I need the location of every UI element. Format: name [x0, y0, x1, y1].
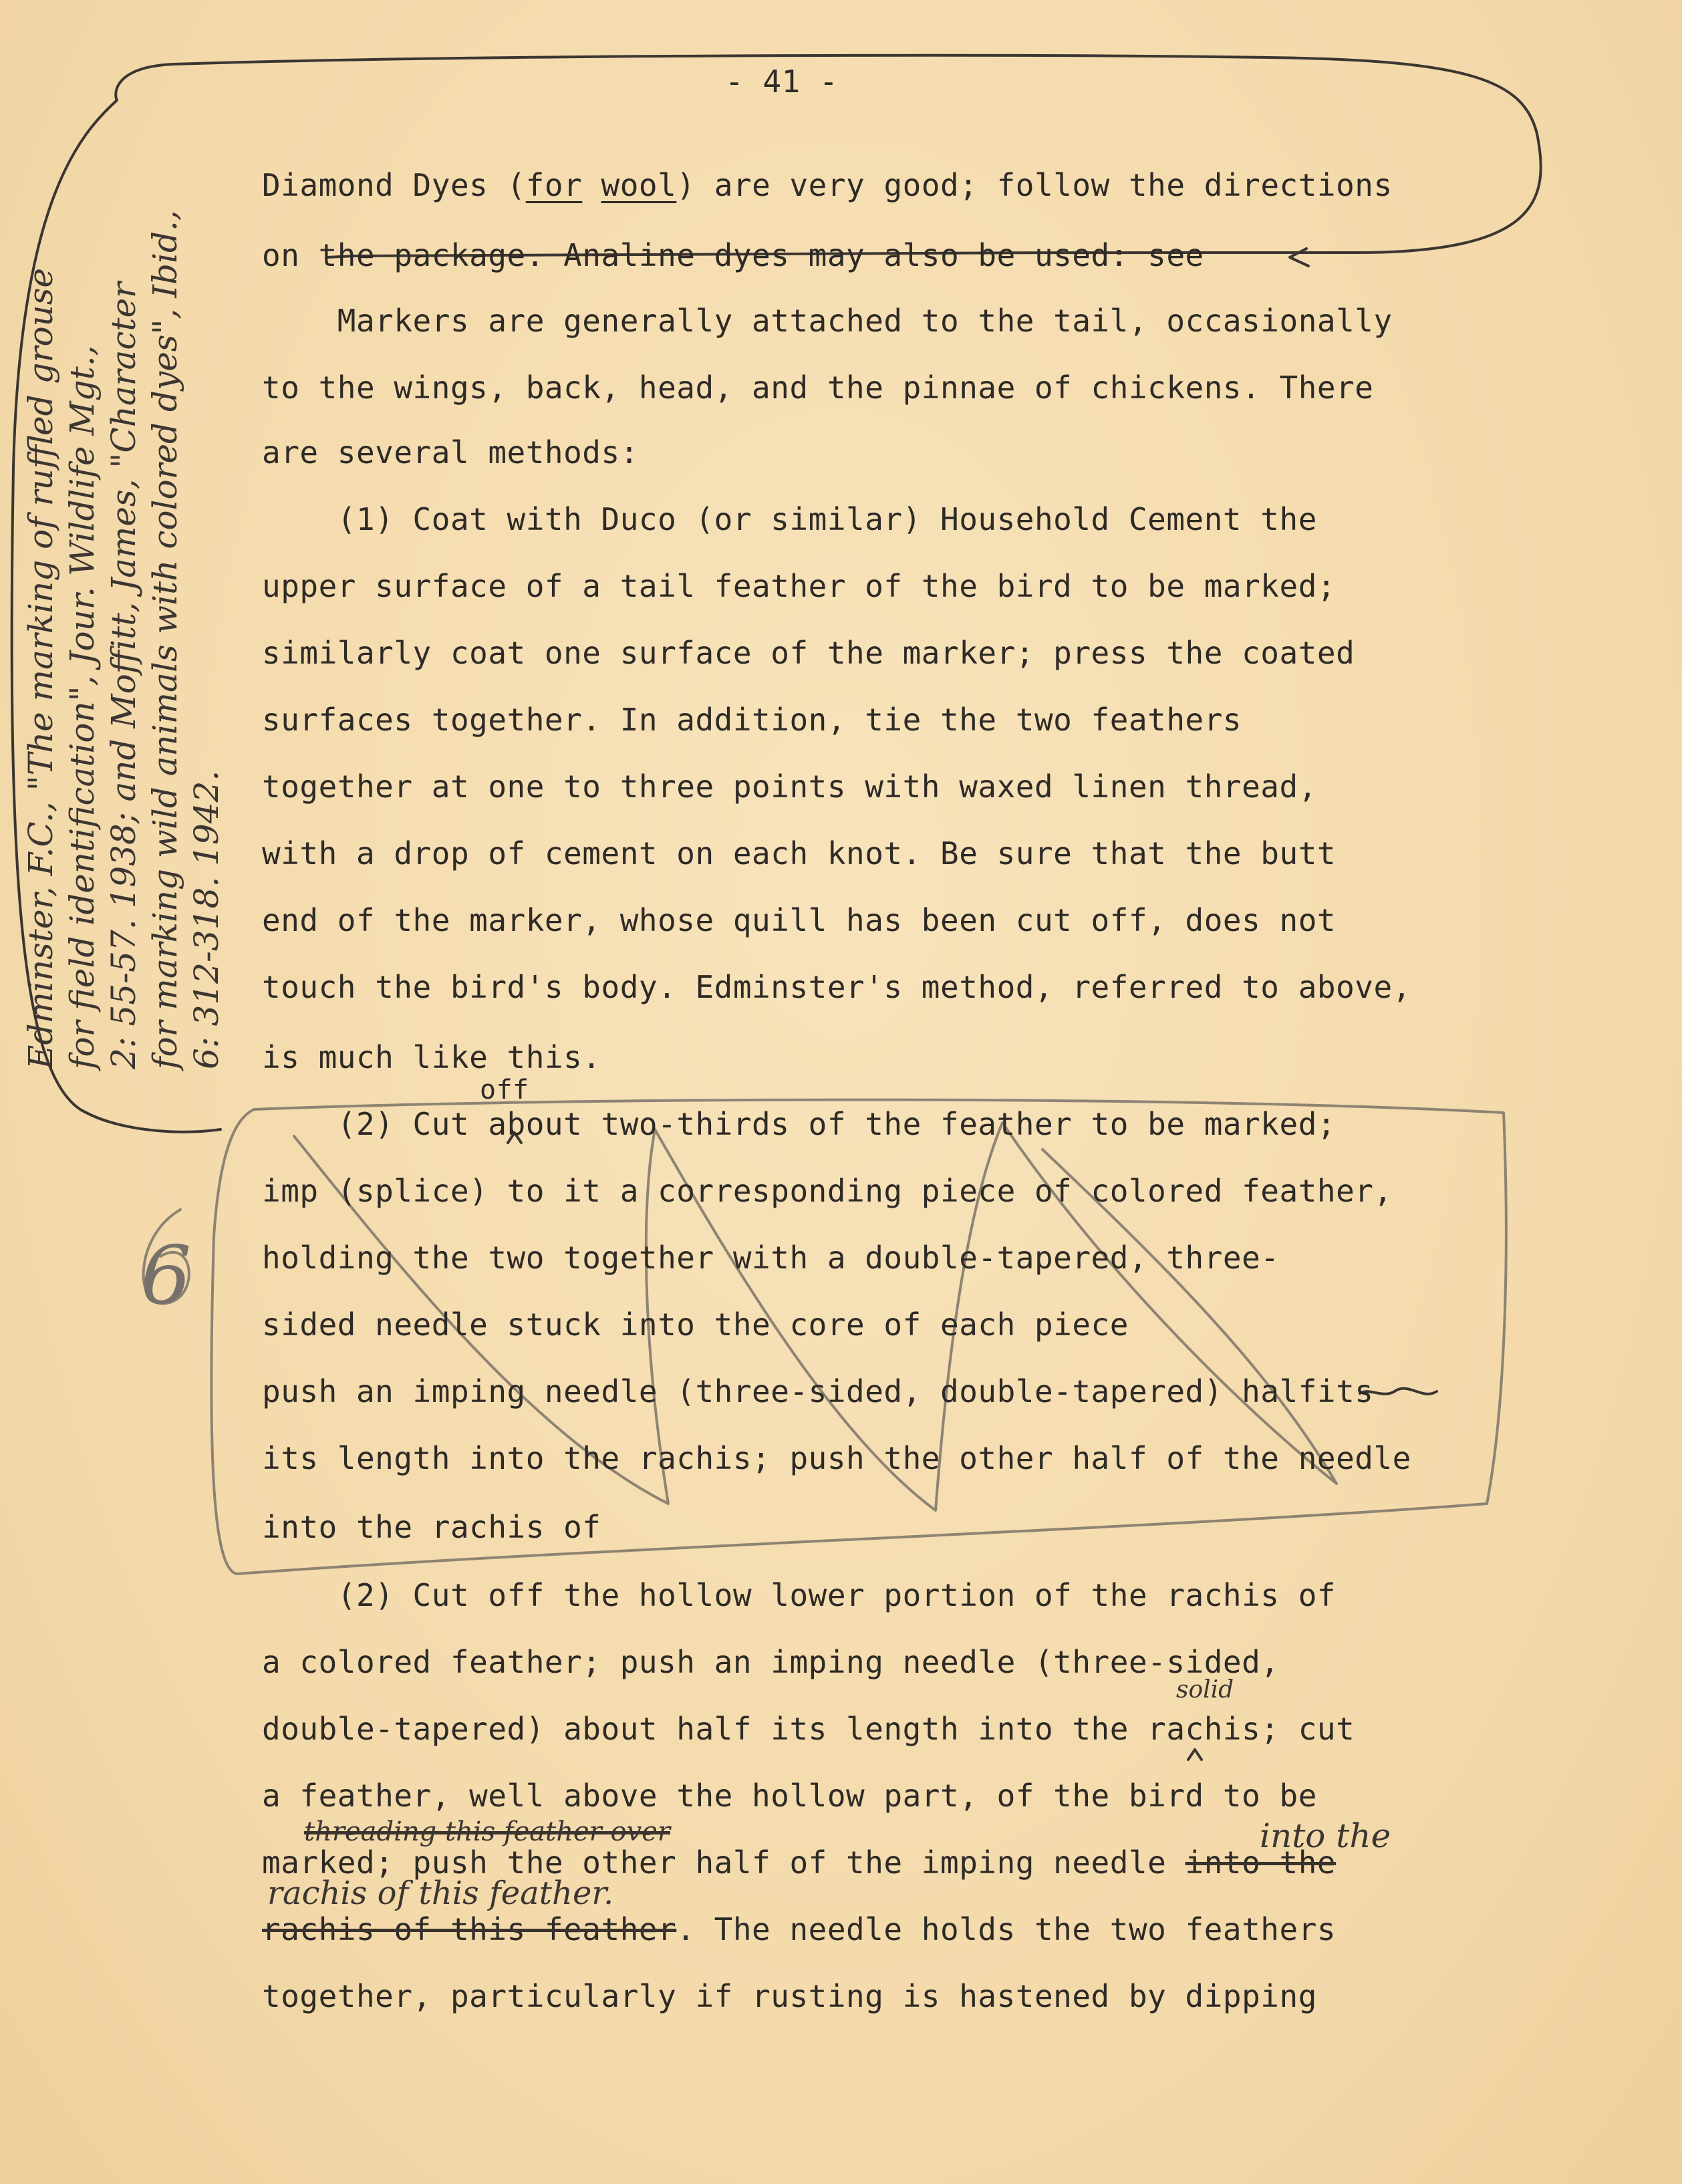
- line-07: upper surface of a tail feather of the bird to be marked;: [262, 568, 1337, 604]
- struck-into-the: into the: [1185, 1845, 1337, 1881]
- line-04: to the wings, back, head, and the pinnae of chickens. There: [262, 370, 1374, 406]
- underlined-wool: wool: [601, 167, 677, 203]
- line-19: push an imping needle (three-sided, double-tapered) halfits: [262, 1373, 1374, 1409]
- caret-solid: [1188, 1750, 1202, 1760]
- margin-note-line-1: Edminster, F.C., "The marking of ruffled grouse: [21, 268, 60, 1069]
- line-20: its length into the rachis; push the other half of the needle: [262, 1440, 1411, 1476]
- line-16: imp (splice) to it a corresponding piece of colored feather,: [262, 1173, 1393, 1209]
- struck-rachis-of-this-feather: rachis of this feather: [262, 1911, 677, 1947]
- line-14: is much like this.: [262, 1039, 601, 1075]
- struck-handwriting: threading this feather over: [304, 1816, 670, 1847]
- line-26: marked; push the other half of the imping needle into the: [262, 1845, 1337, 1881]
- line-21: into the rachis of: [262, 1509, 601, 1545]
- margin-note-line-5: 6: 312-318. 1942.: [187, 770, 226, 1069]
- line-18: sided needle stuck into the core of each piece: [262, 1307, 1129, 1343]
- margin-pencil-mark: 6: [140, 1230, 192, 1323]
- line-25: a feather, well above the hollow part, of the bird to be: [262, 1778, 1317, 1814]
- line-28: together, particularly if rusting is hastened by dipping: [262, 1978, 1317, 2014]
- line-11: with a drop of cement on each knot. Be sure that the butt: [262, 835, 1337, 871]
- margin-note-line-4: for marking wild animals with colored dyes", Ibid.,: [146, 210, 184, 1069]
- line-15: (2) Cut about two-thirds of the feather to be marked;: [262, 1106, 1337, 1142]
- insert-solid: solid: [1176, 1676, 1234, 1703]
- line-09: surfaces together. In addition, tie the two feathers: [262, 702, 1242, 738]
- line-10: together at one to three points with waxed linen thread,: [262, 769, 1317, 805]
- margin-citation-note: [20, 134, 227, 1069]
- margin-note-line-3: 2: 55-57. 1938; and Moffitt, James, "Character: [104, 282, 143, 1069]
- line-12: end of the marker, whose quill has been cut off, does not: [262, 902, 1337, 938]
- margin-note-line-2: for field identification", Jour. Wildlife Mgt.,: [63, 345, 102, 1069]
- line-23: a colored feather; push an imping needle (three-sided,: [262, 1644, 1280, 1680]
- line-01: Diamond Dyes (for wool) are very good; follow the directions: [262, 167, 1393, 203]
- line-22: (2) Cut off the hollow lower portion of the rachis of: [262, 1577, 1337, 1613]
- insert-off: off: [480, 1075, 529, 1105]
- line-02: on the package. Analine dyes may also be used: see: [262, 237, 1204, 273]
- line-06: (1) Coat with Duco (or similar) Household Cement the: [262, 501, 1317, 537]
- insert-rachis-of-this-feather: rachis of this feather.: [267, 1875, 614, 1912]
- line-24: double-tapered) about half its length into the rachis; cut: [262, 1711, 1355, 1747]
- page-number: - 41 -: [725, 63, 839, 100]
- underlined-for: for: [525, 167, 583, 203]
- line-03: Markers are generally attached to the tail, occasionally: [262, 303, 1393, 339]
- line-17: holding the two together with a double-tapered, three-: [262, 1240, 1280, 1276]
- line-27: rachis of this feather. The needle holds the two feathers: [262, 1911, 1337, 1947]
- line-08: similarly coat one surface of the marker; press the coated: [262, 635, 1355, 671]
- arrow-head: [1290, 249, 1308, 266]
- line-13: touch the bird's body. Edminster's method, referred to above,: [262, 969, 1411, 1005]
- line-05: are several methods:: [262, 434, 639, 470]
- struck-its: its: [1316, 1373, 1374, 1409]
- insert-into-the: into the: [1260, 1816, 1391, 1855]
